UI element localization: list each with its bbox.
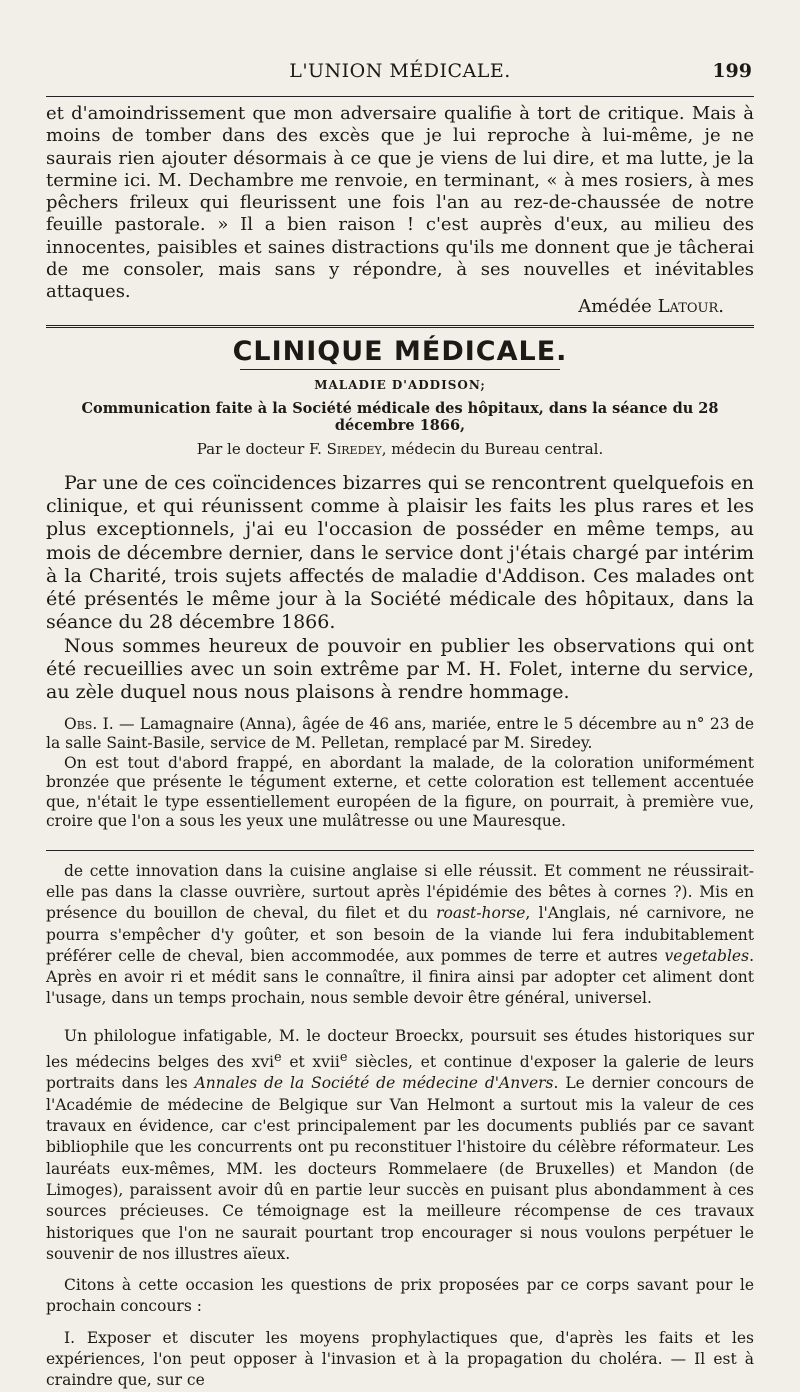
feuilleton-paragraph-2 xyxy=(46,1026,754,1265)
feuilleton-paragraph-3: Citons à cette occasion les questions de prix proposées par ce corps savant pour le prochain concours : xyxy=(46,1276,754,1316)
feuilleton-paragraph-1 xyxy=(46,861,754,1010)
page-number: 199 xyxy=(712,60,752,82)
superscript: e xyxy=(274,1050,282,1066)
feuilleton-text: . Le dernier concours de l'Académie de médecine de Belgique sur Van Helmont a surtout mis la valeur de ces travaux en évidence, car c'est principalement par les documents publiés par ce savant bibliophile que les concurrents ont pu reconstituer l'histoire du célèbre réformateur. Les lauréats eux-mêmes, MM. les docteurs Rommelaere (de Bruxelles) et Mandon (de Limoges), paraissent avoir dû en partie leur succès en puisant plus abondamment à ces sources précieuses. Ce témoignage est la meilleure récompense de ces travaux historiques que l'on ne saurait pourtant trop encourager si nous voulons perpétuer le souvenir de nos illustres aïeux. xyxy=(46,1074,755,1263)
feuilleton-italic: roast-horse xyxy=(436,904,526,923)
intro-paragraph: et d'amoindrissement que mon adversaire qualifie à tort de critique. Mais à moins de tomber dans des excès que je lui reproche à lui-même, je ne saurais rien ajouter désormais à ce que je viens de lui dire, et ma lutte, je la termine ici. M. Dechambre me renvoie, en terminant, « à mes rosiers, à mes pêchers frileux qui fleurissent une fois l'an au rez-de-chaussée de notre feuille pastorale. » Il a bien raison ! c'est auprès d'eux, au milieu des innocentes, paisibles et saines distractions qu'ils me donnent que je tâcherai de me consoler, mais sans y répondre, à ses nouvelles et inévitables attaques. xyxy=(46,103,754,303)
feuilleton-text: et xvii xyxy=(281,1053,340,1072)
signature-last-name: Latour. xyxy=(657,295,724,317)
author-line xyxy=(46,440,754,458)
observation-paragraph-2: On est tout d'abord frappé, en abordant la malade, de la coloration uniformément bronzée que présente le tégument externe, et cette coloration est tellement accentuée que, n'était le type essentiellement européen de la figure, on pourrait, à première vue, croire que l'on a sous les yeux une mulâtresse ou une Mauresque. xyxy=(46,753,754,831)
feuilleton-paragraph-4: I. Exposer et discuter les moyens prophylactiques que, d'après les faits et les expériences, l'on peut opposer à l'invasion et à la propagation du choléra. — Il est à craindre que, sur ce xyxy=(46,1328,754,1390)
section-title-underline xyxy=(240,369,560,370)
feuilleton-text: siècles, et continue d'exposer la galerie de leurs portraits dans les xyxy=(46,1053,754,1093)
feuilleton-text: , l'Anglais, né carnivore, ne pourra s'empêcher d'y goûter, et son besoin de la viande lui fera indubitablement préférer celle de cheval, bien accommodée, aux pommes de terre et autres xyxy=(46,904,754,965)
body-paragraph-1: Par une de ces coïncidences bizarres qui se rencontrent quelquefois en clinique, et qui réunissent comme à plaisir les faits les plus rares et les plus exceptionnels, j'ai eu l'occasion de posséder en même temps, au mois de décembre dernier, dans le service dont j'étais chargé par intérim à la Charité, trois sujets affectés de maladie d'Addison. Ces malades ont été présentés le même jour à la Société médicale des hôpitaux, dans la séance du 28 décembre 1866. xyxy=(46,471,754,634)
feuilleton-text: de cette innovation dans la cuisine anglaise si elle réussit. Et comment ne réussirait-elle pas dans la classe ouvrière, surtout après l'épidémie des bêtes à cornes ?). Mis en présence du bouillon de cheval, du filet et du xyxy=(46,861,754,923)
feuilleton-text: . Après en avoir ri et médit sans le connaître, il finira ainsi par adopter cet aliment dont l'usage, dans un temps prochain, nous semble devoir être général, universel. xyxy=(46,946,754,1008)
feuilleton-text: Un philologue infatigable, M. le docteur Broeckx, poursuit ses études historiques sur les médecins belges des xvi xyxy=(46,1026,754,1072)
superscript: e xyxy=(339,1050,348,1066)
article-title: MALADIE D'ADDISON; xyxy=(314,377,486,392)
running-title: L'UNION MÉDICALE. xyxy=(289,60,511,82)
header-rule xyxy=(46,96,754,97)
observation-text-1: — Lamagnaire (Anna), âgée de 46 ans, mariée, entre le 5 décembre au n° 23 de la salle Saint-Basile, service de M. Pelletan, remplacé par M. Siredey. xyxy=(46,714,754,753)
signature xyxy=(46,296,754,317)
feuilleton-italic: vegetables xyxy=(664,946,750,965)
feuilleton-separator xyxy=(46,850,754,851)
communication-line: Communication faite à la Société médicale des hôpitaux, dans la séance du 28 décembre 1866, xyxy=(81,399,719,434)
journal-page xyxy=(46,58,754,1392)
section-rule xyxy=(46,325,754,330)
author-suffix: , médecin du Bureau central. xyxy=(381,439,604,458)
author-name: Siredey xyxy=(326,439,382,458)
observation-paragraph-1 xyxy=(46,715,754,754)
feuilleton-italic: Annales de la Société de médecine d'Anvers xyxy=(194,1074,554,1093)
section-title: CLINIQUE MÉDICALE. xyxy=(232,335,568,367)
author-prefix: Par le docteur F. xyxy=(196,439,322,458)
signature-first-name: Amédée xyxy=(578,295,652,317)
body-paragraph-2: Nous sommes heureux de pouvoir en publier les observations qui ont été recueillies avec un soin extrême par M. H. Folet, interne du service, au zèle duquel nous nous plaisons à rendre hommage. xyxy=(46,634,754,704)
observation-label: Obs. I. xyxy=(64,714,114,733)
page-header xyxy=(46,58,754,90)
